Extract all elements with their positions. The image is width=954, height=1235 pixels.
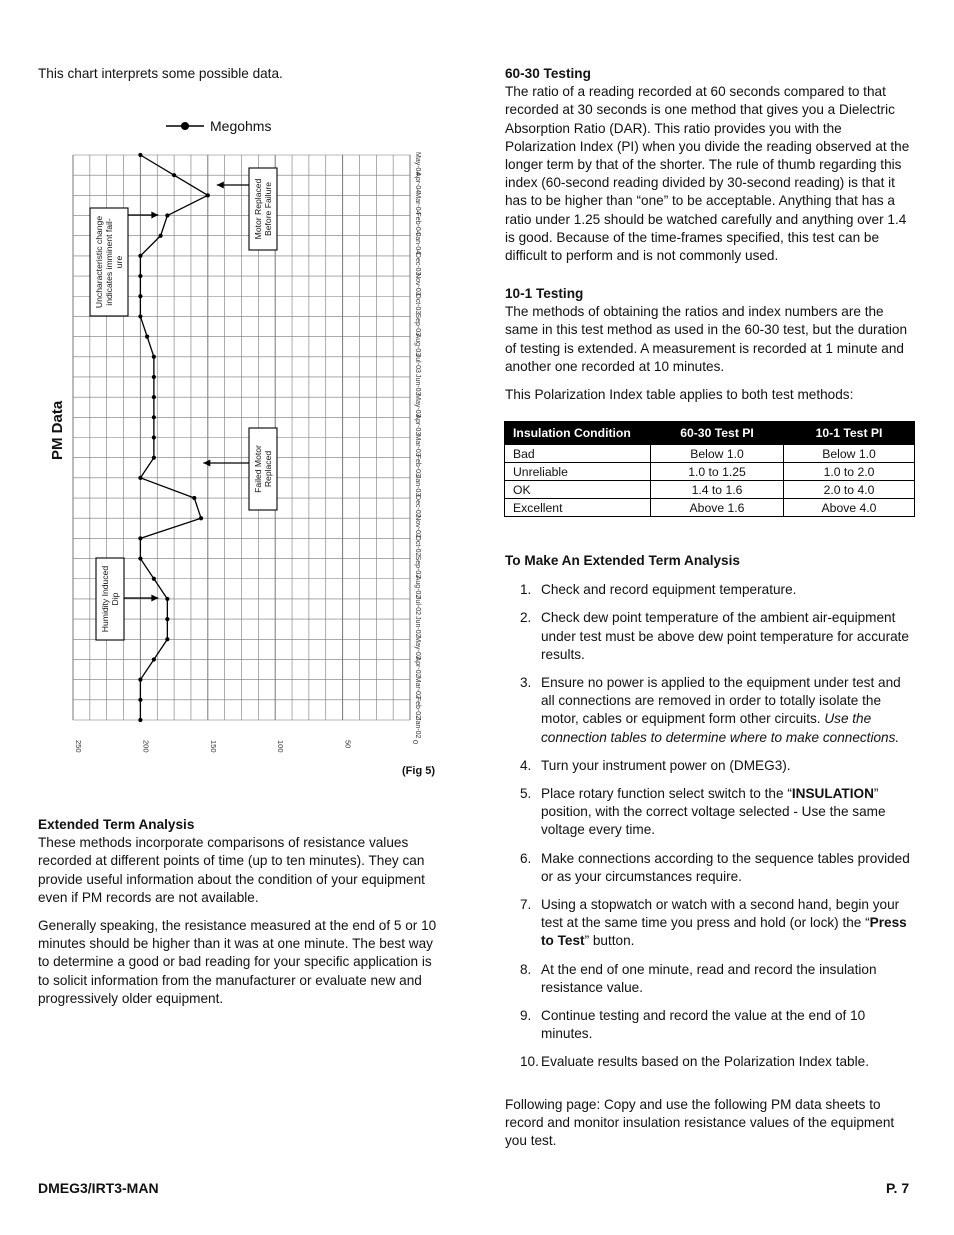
step-text-italic: Use the connection tables to determine where to make connections. <box>541 711 900 745</box>
date-tick-label: Jan-04 <box>414 232 421 255</box>
data-point <box>165 617 169 621</box>
data-point <box>152 657 156 661</box>
data-point <box>138 556 142 560</box>
data-point <box>152 577 156 581</box>
data-point <box>138 254 142 258</box>
annotation-callout <box>217 168 277 250</box>
step-text: Check and record equipment temperature. <box>541 582 797 598</box>
chart-ticks <box>74 740 420 753</box>
annotation-line: Motor Replaced <box>253 178 263 240</box>
step-text: ” position, with the correct voltage selected - Use the same voltage every time. <box>541 786 886 838</box>
table-cell: 1.4 to 1.6 <box>651 481 784 499</box>
date-tick-label: Feb-04 <box>414 212 421 235</box>
step-number: 9. <box>520 1008 532 1024</box>
annotation-text <box>253 178 273 239</box>
table-cell: Above 1.6 <box>651 499 784 517</box>
section-10-1-body: The methods of obtaining the ratios and index numbers are the same in this test method as used in the 60-30 test, but the duration of testing is extended. A measurement is recorded at 1 minute and another one recorded at 10 minutes. <box>505 304 908 374</box>
step-text: Place rotary function select switch to the “ <box>541 786 792 802</box>
step-number: 10. <box>520 1054 539 1070</box>
annotation-callout <box>203 428 277 510</box>
step-item <box>505 674 915 747</box>
date-tick-label: Jan-02 <box>414 717 421 739</box>
step-number: 2. <box>520 610 532 626</box>
data-point <box>138 294 142 298</box>
step-text: Check dew point temperature of the ambient air-equipment under test must be above dew point temperature for accurate results. <box>541 610 909 662</box>
date-tick-label: Feb-03 <box>414 454 421 477</box>
date-tick-label: Jul-03 <box>414 353 421 373</box>
date-tick-label: Feb-02 <box>414 696 421 720</box>
step-text-bold: Press to Test <box>541 915 907 949</box>
step-item <box>505 1007 915 1043</box>
steps-list <box>505 581 915 1071</box>
value-tick-label: 150 <box>208 740 218 753</box>
section-10-1 <box>505 285 915 404</box>
data-point <box>138 698 142 702</box>
data-point <box>152 435 156 439</box>
date-tick-label: Mar-02 <box>414 676 421 699</box>
date-tick-label: Jul-02 <box>414 595 421 616</box>
table-cell: 2.0 to 4.0 <box>784 481 915 499</box>
table-cell: 1.0 to 1.25 <box>651 463 784 481</box>
paragraph-1: These methods incorporate comparisons of resistance values recorded at different points of time (up to ten minutes). They can provide useful information about the condition of your equipment even if PM records are not available. <box>38 835 425 905</box>
step-item <box>505 581 915 599</box>
data-point <box>152 375 156 379</box>
date-tick-label: Mar-03 <box>414 434 421 457</box>
step-number: 3. <box>520 675 532 691</box>
table-intro: This Polarization Index table applies to both test methods: <box>505 387 854 403</box>
footer-doc-id: DMEG3/IRT3-MAN <box>38 1180 159 1196</box>
data-point <box>206 193 210 197</box>
step-number: 1. <box>520 582 532 598</box>
step-item <box>505 961 915 997</box>
pm-data-chart <box>38 108 438 788</box>
annotation-line: indicates imminent fail- <box>104 218 114 306</box>
data-point <box>138 718 142 722</box>
table-cell: 1.0 to 2.0 <box>784 463 915 481</box>
footer-page-number: P. 7 <box>886 1180 910 1196</box>
data-point <box>138 536 142 540</box>
following-page-note: Following page: Copy and use the following PM data sheets to record and monitor insulation resistance values of the equipment you test. <box>505 1097 895 1149</box>
table-cell: Below 1.0 <box>784 445 915 463</box>
step-text: At the end of one minute, read and record the insulation resistance value. <box>541 961 877 995</box>
step-text: ” button. <box>584 933 635 949</box>
step-text: Evaluate results based on the Polarization Index table. <box>541 1054 869 1070</box>
table-cell: Above 4.0 <box>784 499 915 517</box>
table-row <box>505 463 915 481</box>
date-tick-label: Nov-03 <box>414 273 421 296</box>
data-point <box>138 274 142 278</box>
step-item <box>505 785 915 840</box>
annotation-line: ure <box>114 255 124 269</box>
date-tick-label: Jun-03 <box>414 373 421 396</box>
date-tick-label: Dec-03 <box>414 252 421 276</box>
step-item <box>505 1053 915 1071</box>
annotation-line: Dip <box>110 592 120 606</box>
step-number: 8. <box>520 961 532 977</box>
data-point <box>138 153 142 157</box>
date-tick-label: Dec-02 <box>414 495 421 518</box>
date-tick-label: Jun-02 <box>414 616 421 638</box>
data-point <box>152 415 156 419</box>
table-header: 10-1 Test PI <box>784 422 915 445</box>
table-header: 60-30 Test PI <box>651 422 784 445</box>
table-cell: Excellent <box>505 499 651 517</box>
date-tick-label: May-03 <box>414 394 421 418</box>
date-tick-label: Nov-02 <box>414 515 421 538</box>
annotation-line: Uncharacteristic change <box>94 215 104 309</box>
step-text: Turn your instrument power on (DMEG3). <box>541 757 791 773</box>
chart-annotations <box>90 168 277 640</box>
date-tick-label: Apr-02 <box>414 656 421 678</box>
step-item <box>505 609 915 664</box>
step-text: Ensure no power is applied to the equipment under test and all connections are removed in order to totally isolate the motor, cables or equipment form other circuits. <box>541 675 901 727</box>
date-tick-label: Jan-03 <box>414 474 421 497</box>
table-cell: Unreliable <box>505 463 651 481</box>
value-tick-label: 250 <box>74 740 83 753</box>
value-tick-label: 0 <box>411 740 420 745</box>
table-cell: Bad <box>505 445 651 463</box>
paragraph-2: Generally speaking, the resistance measured at the end of 5 or 10 minutes should be higher than it was at one minute. The best way to determine a good or bad reading for your specific application is to solicit information from the manufacturer or evaluate new and progressively older equipment. <box>38 918 437 1006</box>
value-tick-label: 50 <box>343 740 353 749</box>
date-tick-label: May-02 <box>414 636 421 660</box>
legend-label: Megohms <box>210 118 272 134</box>
step-item <box>505 850 915 886</box>
chart-legend <box>166 118 271 134</box>
polarization-index-table <box>504 421 915 517</box>
data-point <box>165 597 169 601</box>
data-point <box>192 496 196 500</box>
data-point <box>159 234 163 238</box>
table-row <box>505 445 915 463</box>
data-point <box>165 213 169 217</box>
table-header: Insulation Condition <box>505 422 651 445</box>
annotation-line: Replaced <box>263 450 273 488</box>
data-point <box>172 173 176 177</box>
table-row <box>505 481 915 499</box>
date-tick-label: Apr-03 <box>414 414 421 436</box>
annotation-line: Before Failure <box>263 182 273 236</box>
date-tick-label: Apr-04 <box>414 172 421 194</box>
value-tick-label: 100 <box>276 740 286 753</box>
data-point <box>138 476 142 480</box>
date-tick-label: Oct-03 <box>414 293 421 315</box>
value-tick-label: 200 <box>141 740 151 753</box>
table-row <box>505 499 915 517</box>
section-10-1-title: 10-1 Testing <box>505 286 584 301</box>
section-60-30-body: The ratio of a reading recorded at 60 seconds compared to that recorded at 30 seconds is one method that gives you a Dielectric Absorption Ratio (DAR). This ratio provides you with the Polarization Index (PI) when you divide the reading observed at the longer term by that of the shorter. The rule of thumb regarding this index (60-second reading divided by 30-second reading) is that it has to be higher than “one” to be acceptable. Anything that has a ratio under 1.25 should be watched carefully and anything over 1.4 is good. Because of the time-frames specified, this test can be difficult to perform and is not commonly used. <box>505 84 910 264</box>
annotation-callout <box>90 208 158 316</box>
figure-label: (Fig 5) <box>402 765 435 777</box>
annotation-line: Failed Motor <box>253 445 263 493</box>
data-point <box>138 314 142 318</box>
step-number: 7. <box>520 897 532 913</box>
date-tick-label: Oct-02 <box>414 535 421 557</box>
section-60-30 <box>505 65 915 265</box>
date-tick-label: Aug-02 <box>414 575 421 599</box>
date-tick-label: Aug-03 <box>414 333 421 357</box>
annotation-line: Humidity Induced <box>100 565 110 633</box>
data-point <box>165 637 169 641</box>
date-tick-label: Sep-02 <box>414 555 421 579</box>
annotation-text <box>253 445 273 493</box>
table-header-row <box>505 422 915 445</box>
data-point <box>152 355 156 359</box>
step-text-bold: INSULATION <box>791 786 874 802</box>
intro-text: This chart interprets some possible data. <box>38 66 283 81</box>
data-point <box>199 516 203 520</box>
data-point <box>152 456 156 460</box>
annotation-arrowhead <box>217 182 224 189</box>
table-cell: OK <box>505 481 651 499</box>
table-cell: Below 1.0 <box>651 445 784 463</box>
step-text: Continue testing and record the value at the end of 10 minutes. <box>541 1008 866 1042</box>
steps-title: To Make An Extended Term Analysis <box>505 553 740 568</box>
step-text: Make connections according to the sequence tables provided or as your circumstances require. <box>541 850 910 884</box>
step-number: 6. <box>520 850 532 866</box>
extended-analysis-steps-section <box>505 552 915 1082</box>
date-tick-label: Mar-04 <box>414 192 421 215</box>
annotation-arrowhead <box>203 460 210 467</box>
section-60-30-title: 60-30 Testing <box>505 66 591 81</box>
section-title: Extended Term Analysis <box>38 817 195 832</box>
chart-date-labels <box>414 152 421 739</box>
extended-term-section <box>38 816 438 1008</box>
step-number: 5. <box>520 786 532 802</box>
step-item <box>505 757 915 775</box>
step-text: Using a stopwatch or watch with a second hand, begin your test at the same time you press and hold (or lock) the “ <box>541 897 900 931</box>
date-tick-label: Sep-03 <box>414 313 421 337</box>
chart-title: PM Data <box>49 400 66 460</box>
step-item <box>505 896 915 951</box>
data-point <box>145 335 149 339</box>
step-number: 4. <box>520 757 532 773</box>
data-point <box>152 395 156 399</box>
date-tick-label: May-04 <box>414 152 421 176</box>
data-point <box>138 678 142 682</box>
